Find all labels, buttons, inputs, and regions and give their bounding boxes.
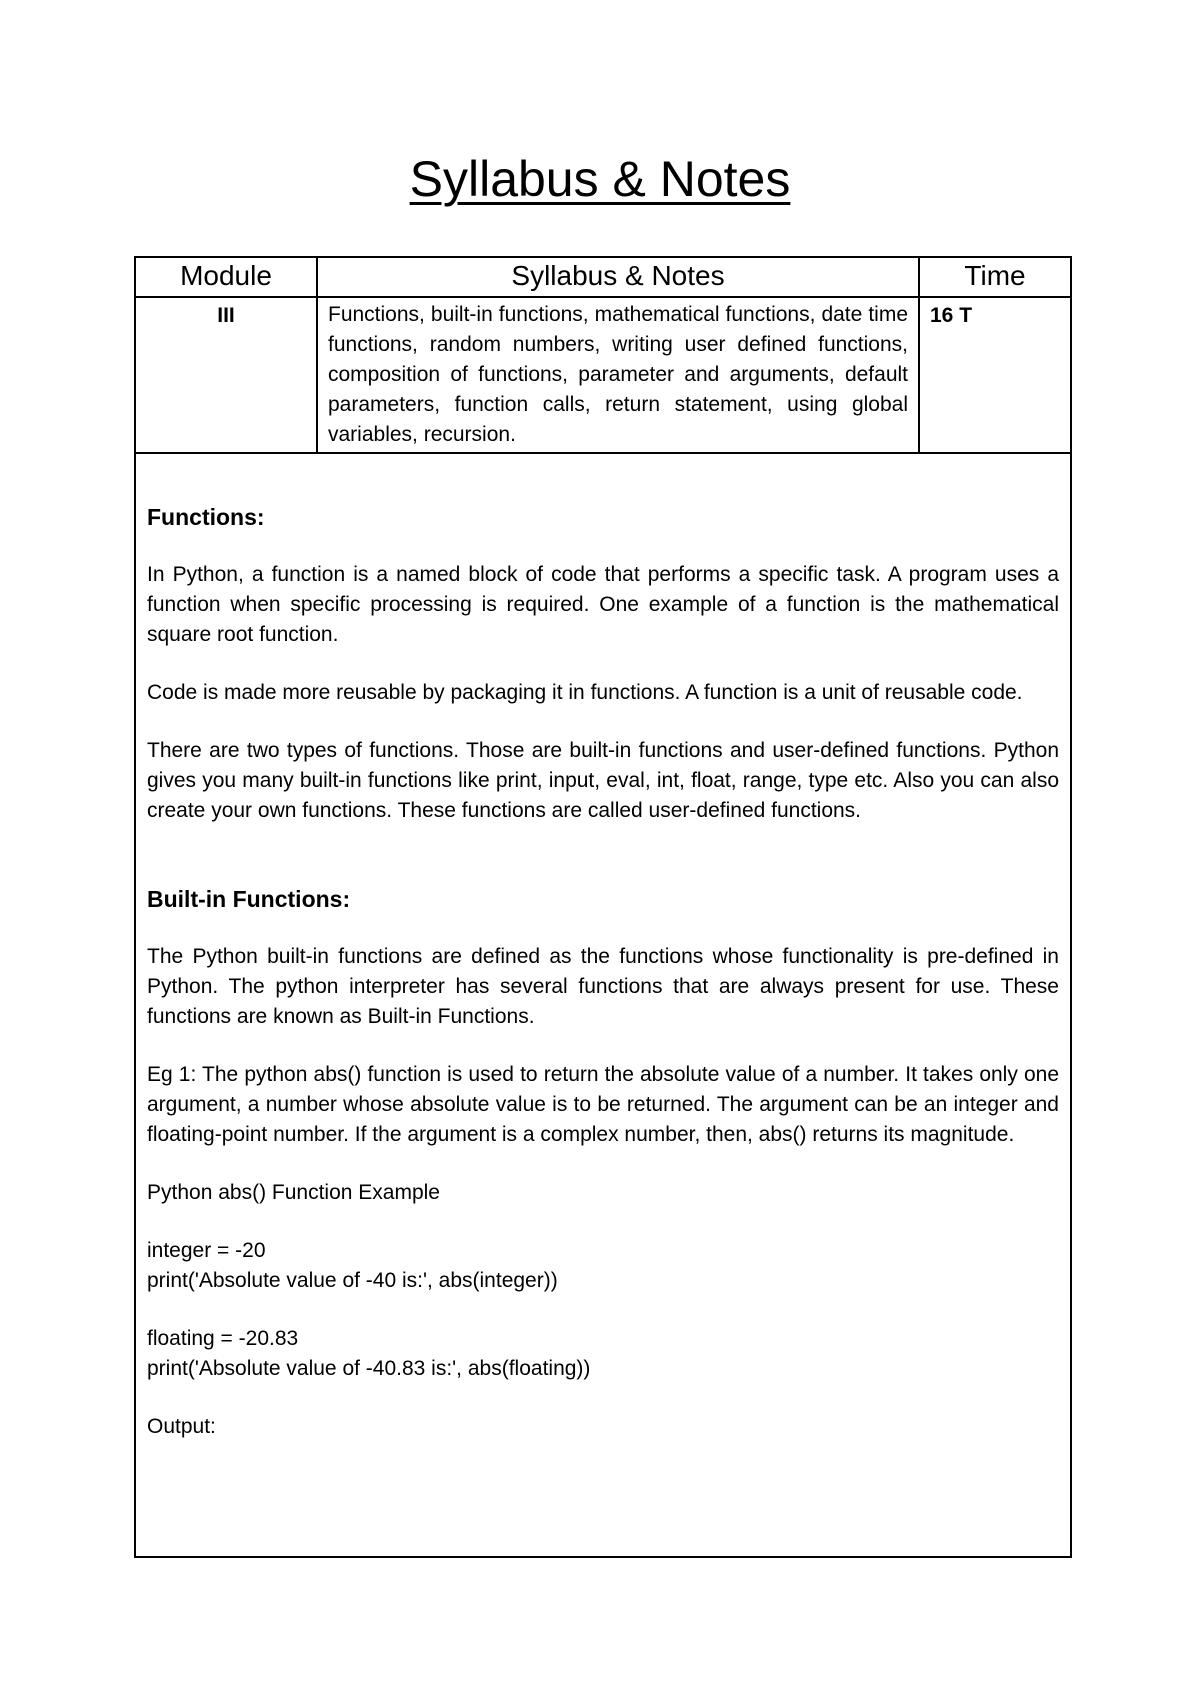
syllabus-cell: Functions, built-in functions, mathematical functions, date time functions, random numbers, writing user defined functions, composition of functions, parameter and arguments, default parameters, function calls, return statement, using global variables, recursion. — [317, 297, 919, 453]
header-time: Time — [919, 258, 1070, 297]
functions-paragraph-3: There are two types of functions. Those are built-in functions and user-defined functions. Python gives you many built-in functions like print, input, eval, int, float, range, type etc. Also you can also create your own functions. These functions are called user-defined functions. — [147, 739, 1059, 822]
time-cell: 16 T — [919, 297, 1070, 453]
table-row — [136, 297, 1070, 453]
table-header-row — [136, 258, 1070, 297]
functions-paragraph-2: Code is made more reusable by packaging it in functions. A function is a unit of reusable code. — [147, 681, 1023, 704]
code-line: print('Absolute value of -40.83 is:', abs(floating)) — [147, 1357, 591, 1380]
builtin-paragraph-1: The Python built-in functions are defined as the functions whose functionality is pre-defined in Python. The python interpreter has several functions that are always present for use. These functions are known as Built-in Functions. — [147, 945, 1059, 1028]
builtin-paragraph-2: Eg 1: The python abs() function is used to return the absolute value of a number. It takes only one argument, a number whose absolute value is to be returned. The argument can be an integer and floating-point number. If the argument is a complex number, then, abs() returns its magnitude. — [147, 1063, 1059, 1146]
header-module: Module — [136, 258, 317, 297]
output-label: Output: — [147, 1415, 216, 1438]
code-line: integer = -20 — [147, 1239, 266, 1262]
page-title: Syllabus & Notes — [409, 151, 791, 207]
example-title: Python abs() Function Example — [147, 1181, 440, 1204]
content-frame — [134, 256, 1072, 1558]
builtin-heading: Built-in Functions: — [147, 886, 351, 912]
module-cell: III — [136, 297, 317, 453]
functions-paragraph-1: In Python, a function is a named block of code that performs a specific task. A program uses a function when specific processing is required. One example of a function is the mathematical square root function. — [147, 563, 1059, 646]
syllabus-table — [136, 258, 1070, 454]
code-line: floating = -20.83 — [147, 1327, 299, 1350]
notes-section — [147, 502, 1059, 1442]
functions-heading: Functions: — [147, 504, 265, 530]
code-line: print('Absolute value of -40 is:', abs(integer)) — [147, 1269, 558, 1292]
header-syllabus: Syllabus & Notes — [317, 258, 919, 297]
